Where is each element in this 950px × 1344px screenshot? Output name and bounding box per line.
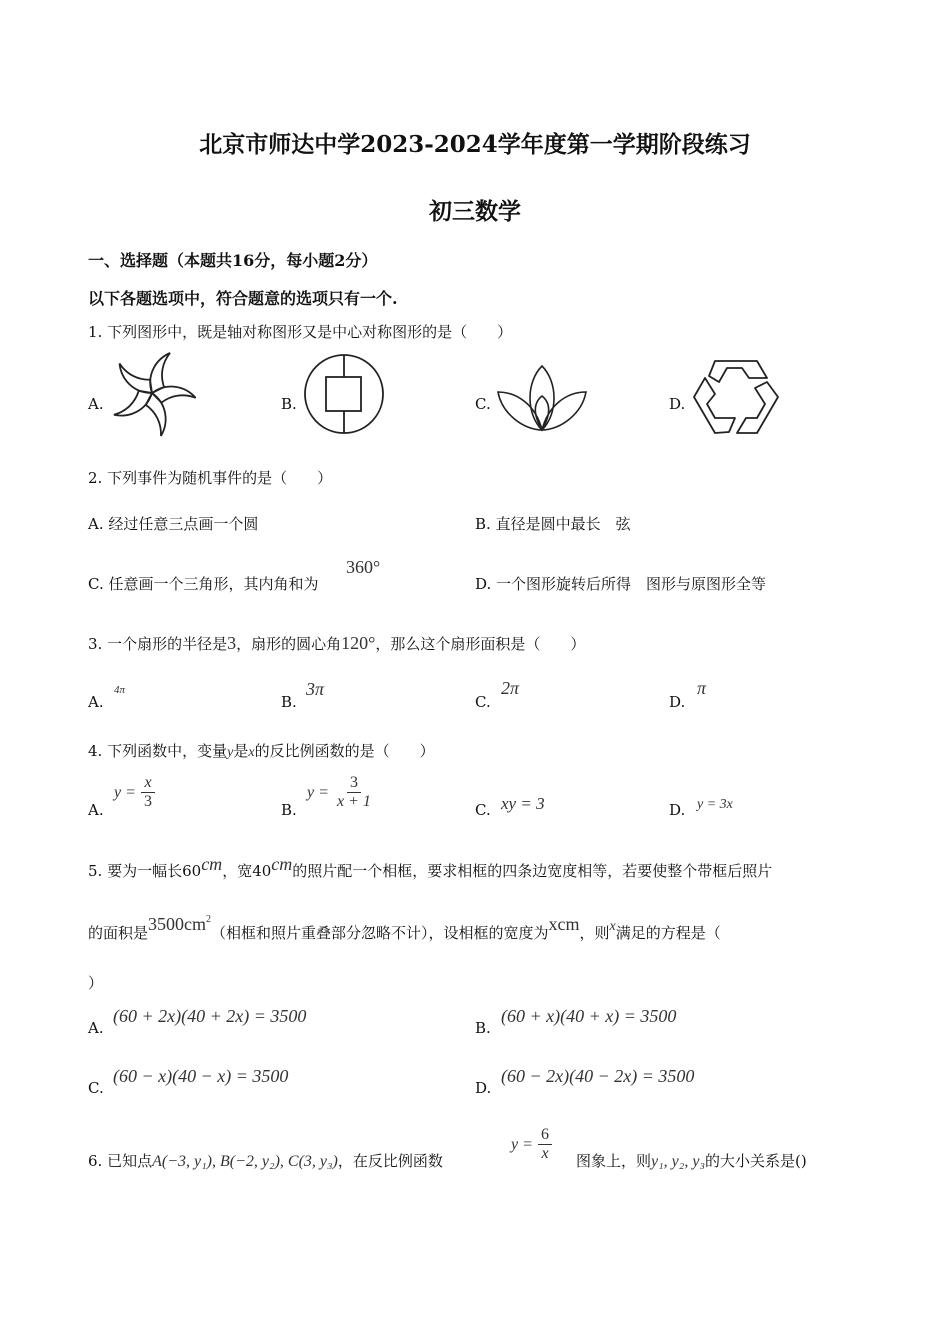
fraction	[334, 774, 374, 811]
math: x	[248, 745, 255, 760]
option-label: B.	[475, 1019, 491, 1037]
option-text: 任意画一个三角形，其内角和为	[108, 575, 319, 593]
option-label: A.	[88, 801, 104, 819]
section-instruction: 以下各题选项中，符合题意的选项只有一个.	[88, 289, 398, 308]
question-text: 下列图形中，既是轴对称图形又是中心对称图形的是（ ）	[107, 323, 513, 341]
question-text: ，则	[579, 924, 610, 942]
fraction	[141, 774, 155, 811]
question-text: 一个扇形的半径是	[107, 635, 228, 653]
question-4	[88, 740, 435, 761]
fraction-lhs: y =	[307, 784, 329, 801]
option-label: D.	[475, 1079, 492, 1097]
math: y	[227, 745, 234, 760]
fraction-denominator: x	[541, 1145, 549, 1162]
question-6-tail	[576, 1150, 807, 1171]
question-text: （相框和照片重叠部分忽略不计），设相框的宽度为	[211, 924, 549, 942]
fraction-lhs: y =	[511, 1136, 533, 1153]
option-math: 3π	[306, 679, 325, 699]
question-text: 是	[233, 742, 249, 760]
option-math: 2π	[501, 678, 520, 698]
recycle-figure	[693, 360, 779, 434]
math: y₁, y₂, y₃	[651, 1153, 706, 1170]
option-math: y = 3x	[697, 797, 733, 812]
coin-figure	[302, 352, 386, 436]
fraction-numerator: x	[141, 774, 154, 793]
question-text: 图象上，则	[576, 1152, 652, 1170]
math: 3500cm	[148, 914, 207, 934]
option-math: (60 + x)(40 + x) = 3500	[501, 1006, 677, 1026]
question-5-line1	[88, 854, 773, 881]
math-superscript: 2	[206, 914, 212, 925]
option-math: (60 + 2x)(40 + 2x) = 3500	[113, 1006, 307, 1026]
question-number: 3.	[88, 635, 103, 653]
math: x	[609, 919, 616, 934]
option-text: 直径是圆中最长 弦	[495, 515, 631, 533]
option-a	[88, 513, 258, 534]
question-text: 下列事件为随机事件的是（ ）	[107, 469, 333, 487]
question-text: 下列函数中，变量	[107, 742, 228, 760]
math: xcm	[548, 914, 580, 934]
question-5-line2	[88, 914, 721, 943]
option-math: (60 − x)(40 − x) = 3500	[113, 1066, 289, 1086]
question-6-fraction	[511, 1126, 552, 1163]
question-number: 5.	[88, 862, 103, 880]
option-label: A.	[88, 395, 104, 413]
fraction-denominator: 3	[144, 793, 152, 810]
option-label: B.	[281, 395, 297, 413]
option-label: C.	[475, 693, 491, 711]
option-label: A.	[88, 515, 104, 533]
pinwheel-figure	[104, 348, 200, 438]
option-label: C.	[475, 801, 491, 819]
fraction-lhs: y =	[114, 784, 136, 801]
lotus-figure	[496, 344, 588, 436]
question-6	[88, 1150, 443, 1171]
option-label: D.	[669, 801, 686, 819]
option-text: 经过任意三点画一个圆	[108, 515, 259, 533]
option-math: 4π	[114, 684, 126, 696]
option-text: 一个图形旋转后所得 图形与原图形全等	[496, 575, 767, 593]
option-label: D.	[669, 693, 686, 711]
fraction-numerator: 6	[538, 1126, 552, 1145]
option-b	[475, 513, 631, 534]
question-text: 已知点	[107, 1152, 153, 1170]
fraction	[538, 1126, 552, 1163]
question-5-line3: ）	[88, 974, 104, 992]
question-text: 的照片配一个相框，要求相框的四条边宽度相等，若要使整个带框后照片	[292, 862, 773, 880]
option-math: xy = 3	[501, 794, 545, 813]
fraction-denominator: x + 1	[337, 793, 371, 810]
question-text: 的反比例函数的是（ ）	[254, 742, 435, 760]
option-label: D.	[669, 395, 686, 413]
question-text: 要为一幅长60	[107, 862, 202, 880]
option-a-fraction	[114, 774, 155, 811]
question-text: ，在反比例函数	[337, 1152, 443, 1170]
question-3	[88, 633, 585, 654]
option-c	[88, 573, 319, 594]
question-number: 2.	[88, 469, 103, 487]
page-subtitle: 初三数学	[429, 198, 521, 225]
question-number: 6.	[88, 1152, 103, 1170]
question-text: ，宽40	[222, 862, 272, 880]
option-label: D.	[475, 575, 492, 593]
fraction-numerator: 3	[347, 774, 361, 793]
question-text: ，那么这个扇形面积是（ ）	[375, 635, 586, 653]
option-label: C.	[475, 395, 491, 413]
option-b-fraction	[307, 774, 374, 811]
option-label: A.	[88, 1019, 104, 1037]
section-heading: 一、选择题（本题共16分，每小题2分）	[88, 251, 378, 270]
option-math: (60 − 2x)(40 − 2x) = 3500	[501, 1066, 695, 1086]
question-text: 的面积是	[88, 924, 149, 942]
option-label: B.	[281, 693, 297, 711]
option-math: 360°	[346, 557, 381, 577]
unit: cm	[271, 854, 293, 874]
math: 120°	[341, 633, 376, 653]
option-label: B.	[281, 801, 297, 819]
question-number: 1.	[88, 323, 103, 341]
question-text: 的大小关系是()	[705, 1152, 807, 1170]
question-1	[88, 321, 512, 342]
question-text: 满足的方程是（	[615, 924, 721, 942]
question-text: ，扇形的圆心角	[236, 635, 342, 653]
option-label: A.	[88, 693, 104, 711]
math: A(−3, y₁), B(−2, y₂), C(3, y₃)	[152, 1153, 338, 1170]
page-title: 北京市师达中学2023-2024学年度第一学期阶段练习	[199, 131, 751, 158]
option-math: π	[697, 678, 707, 698]
option-label: B.	[475, 515, 491, 533]
option-d	[475, 573, 766, 594]
unit: cm	[201, 854, 223, 874]
question-number: 4.	[88, 742, 103, 760]
option-label: C.	[88, 575, 104, 593]
question-2	[88, 467, 332, 488]
option-label: C.	[88, 1079, 104, 1097]
math: 3	[227, 633, 237, 653]
